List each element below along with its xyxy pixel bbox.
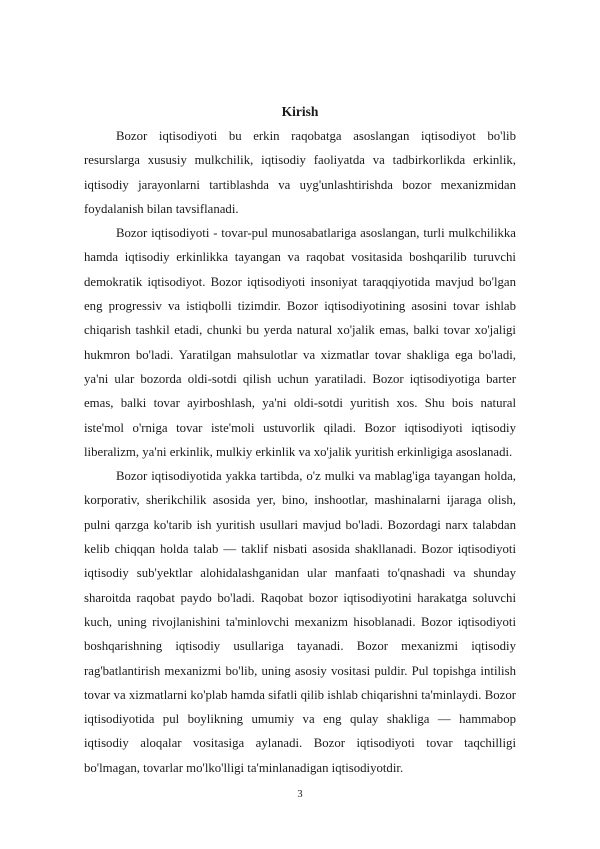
page-body [84, 100, 516, 780]
page-title: Kirish [281, 104, 319, 119]
paragraph-1: Bozor iqtisodiyoti bu erkin raqobatga asoslangan iqtisodiyot bo'lib resurslarga xususiy mulkchilik, iqtisodiy faoliyatda va tadbirkorlikda erkinlik, iqtisodiy jarayonlarni tartiblashda va uyg'unlashtirishda bozor mexanizmidan foydalanish bilan tavsiflanadi. [84, 129, 516, 216]
paragraph-3: Bozor iqtisodiyotida yakka tartibda, o'z mulki va mablag'iga tayangan holda, korporativ, sherikchilik asosida yer, bino, inshootlar, mashinalarni ijaraga olish, pulni qarzga ko'tarib ish yuritish usullari mavjud bo'ladi. Bozordagi narx talabdan kelib chiqqan holda talab — taklif nisbati asosida shakllanadi. Bozor iqtisodiyoti iqtisodiy sub'yektlar alohidalashganidan ular manfaati to'qnashadi va shunday sharoitda raqobat paydo bo'ladi. Raqobat bozor iqtisodiyotini harakatga soluvchi kuch, uning rivojlanishini ta'minlovchi mexanizm hisoblanadi. Bozor iqtisodiyoti boshqarishning iqtisodiy usullariga tayanadi. Bozor mexanizmi iqtisodiy rag'batlantirish mexanizmi bo'lib, uning asosiy vositasi puldir. Pul topishga intilish tovar va xizmatlarni ko'plab hamda sifatli qilib ishlab chiqarishni ta'minlaydi. Bozor iqtisodiyotida pul boylikning umumiy va eng qulay shakliga — hammabop iqtisodiy aloqalar vositasiga aylanadi. Bozor iqtisodiyoti tovar taqchilligi bo'lmagan, tovarlar mo'lko'lligi ta'minlanadigan iqtisodiyotdir. [84, 469, 516, 775]
page-number: 3 [297, 789, 303, 800]
paragraph-2: Bozor iqtisodiyoti - tovar-pul munosabatlariga asoslangan, turli mulkchilikka hamda iqtisodiy erkinlikka tayangan va raqobat vositasida boshqarilib turuvchi demokratik iqtisodiyot. Bozor iqtisodiyoti insoniyat taraqqiyotida mavjud bo'lgan eng progressiv va istiqbolli tizimdir. Bozor iqtisodiyotining asosini tovar ishlab chiqarish tashkil etadi, chunki bu yerda natural xo'jalik emas, balki tovar xo'jaligi hukmron bo'ladi. Yaratilgan mahsulotlar va xizmatlar tovar shakliga ega bo'ladi, ya'ni ular bozorda oldi-sotdi qilish uchun yaratiladi. Bozor iqtisodiyotiga barter emas, balki tovar ayirboshlash, ya'ni oldi-sotdi yuritish xos. Shu bois natural iste'mol o'rniga tovar iste'moli ustuvorlik qiladi. Bozor iqtisodiyoti iqtisodiy liberalizm, ya'ni erkinlik, mulkiy erkinlik va xo'jalik yuritish erkinligiga asoslanadi. [84, 226, 516, 459]
